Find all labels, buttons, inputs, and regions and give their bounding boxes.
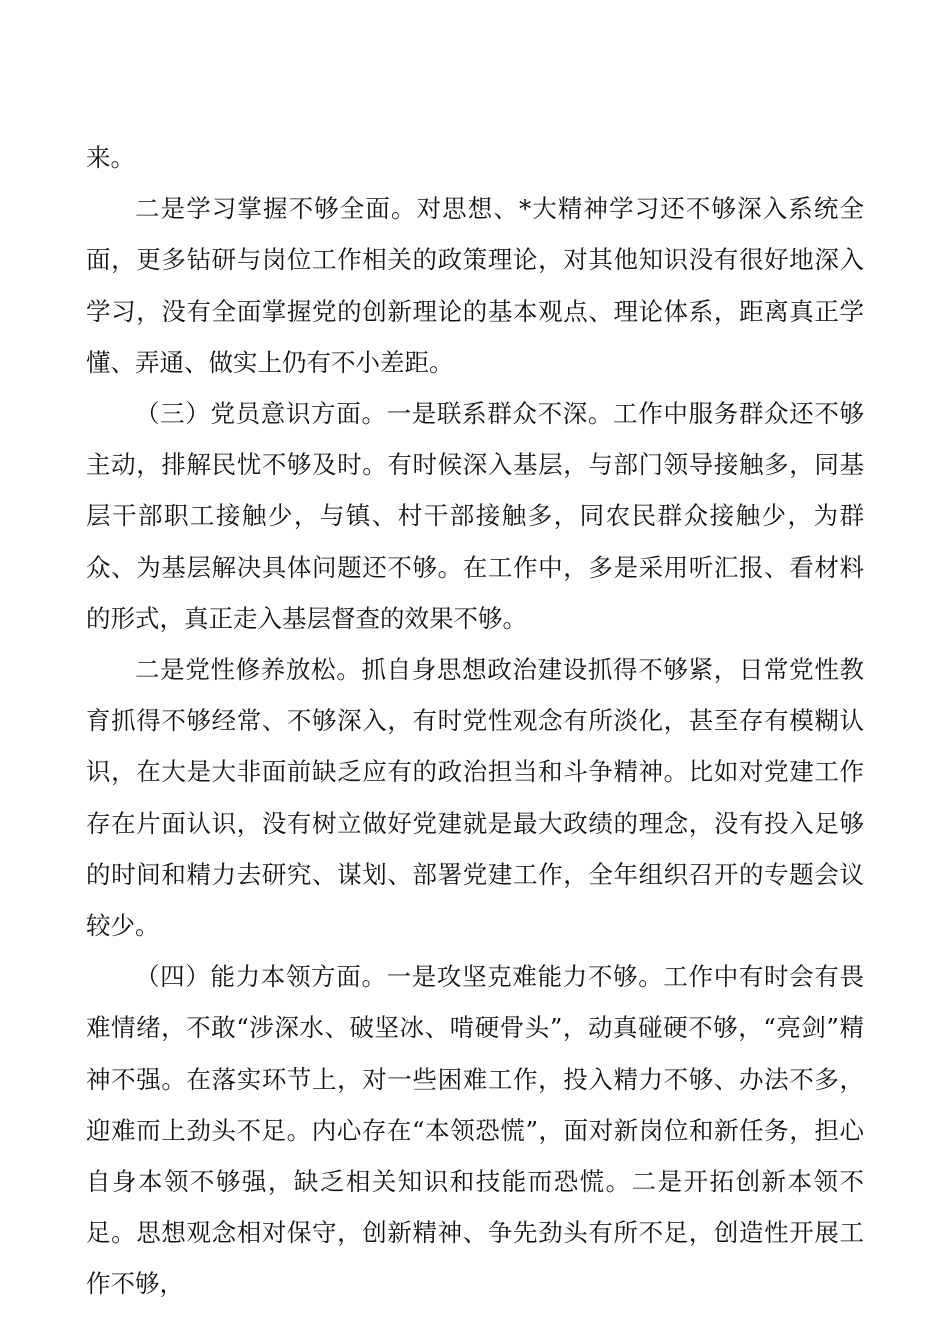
paragraph-party-awareness: （三）党员意识方面。一是联系群众不深。工作中服务群众还不够主动，排解民忧不够及时。有时候深入基层，与部门领导接触多，同基层干部职工接触少，与镇、村干部接触多，同农民群众接触少，为群众、为基层解决具体问题还不够。在工作中，多是采用听汇报、看材料的形式，真正走入基层督查的效果不够。 bbox=[86, 399, 864, 633]
paragraph-study-mastery: 二是学习掌握不够全面。对思想、*大精神学习还不够深入系统全面，更多钻研与岗位工作相关的政策理论，对其他知识没有很好地深入学习，没有全面掌握党的创新理论的基本观点、理论体系，距离真正学懂、弄通、做实上仍有不小差距。 bbox=[86, 194, 864, 377]
paragraph-continuation: 来。 bbox=[86, 143, 135, 172]
document-body bbox=[86, 132, 864, 1310]
paragraph-ability-skills: （四）能力本领方面。一是攻坚克难能力不够。工作中有时会有畏难情绪，不敢“涉深水、破坚冰、啃硬骨头”，动真碰硬不够，“亮剑”精神不强。在落实环节上，对一些困难工作，投入精力不够、办法不多，迎难而上劲头不足。内心存在“本领恐慌”，面对新岗位和新任务，担心自身本领不够强，缺乏相关知识和技能而恐慌。二是开拓创新本领不足。思想观念相对保守，创新精神、争先劲头有所不足，创造性开展工作不够， bbox=[86, 962, 864, 1299]
paragraph-party-cultivation: 二是党性修养放松。抓自身思想政治建设抓得不够紧，日常党性教育抓得不够经常、不够深入，有时党性观念有所淡化，甚至存有模糊认识，在大是大非面前缺乏应有的政治担当和斗争精神。比如对党建工作存在片面认识，没有树立做好党建就是最大政绩的理念，没有投入足够的时间和精力去研究、谋划、部署党建工作，全年组织召开的专题会议较少。 bbox=[86, 655, 864, 941]
